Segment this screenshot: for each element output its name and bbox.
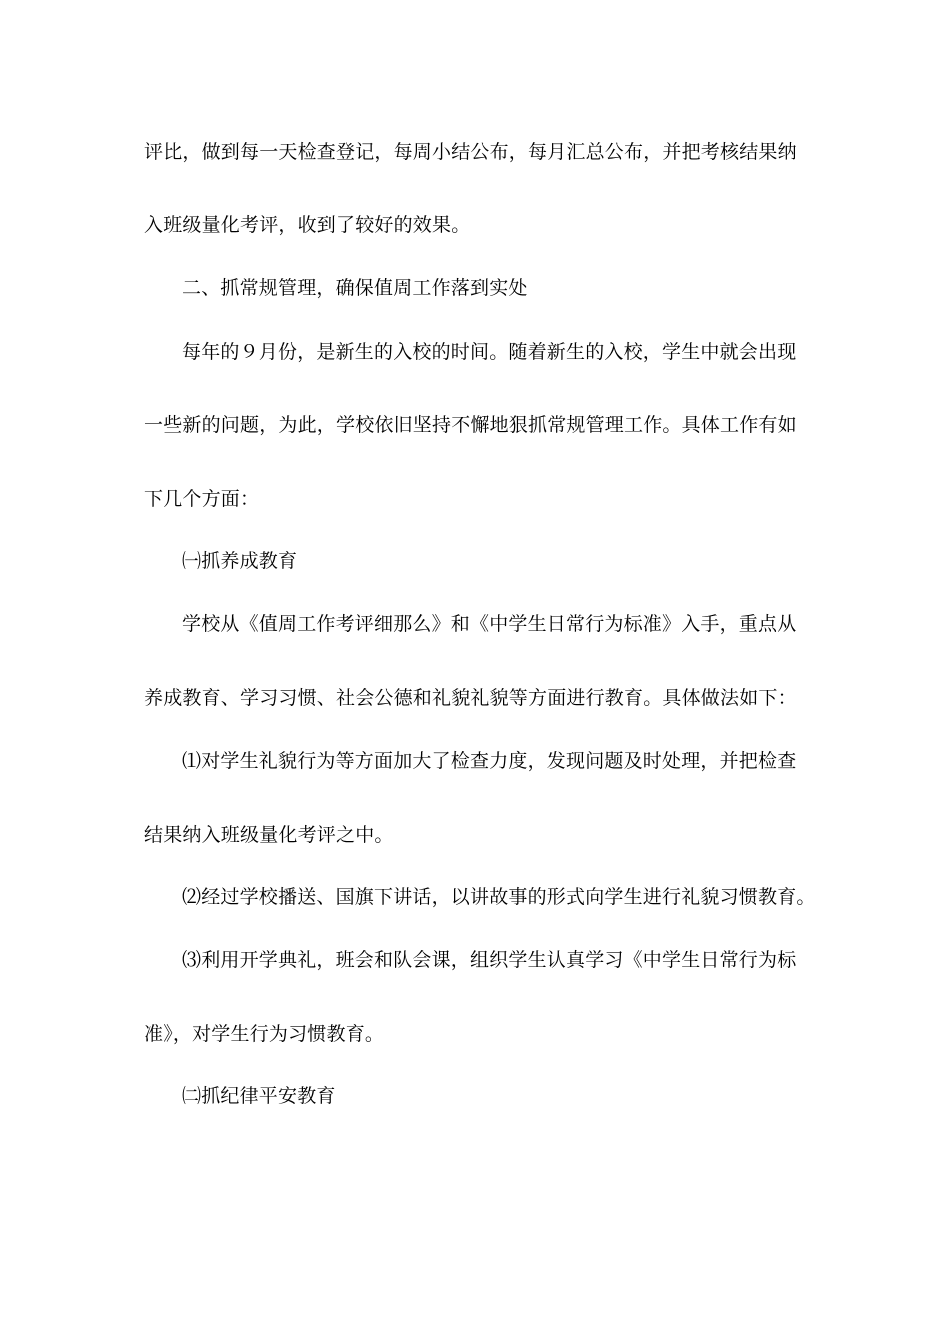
section-heading: 二、抓常规管理，确保值周工作落到实处	[182, 277, 528, 299]
paragraph-line: 养成教育、学习习惯、社会公德和礼貌礼貌等方面进行教育。具体做法如下：	[144, 687, 797, 709]
paragraph-line: 评比，做到每一天检查登记，每周小结公布，每月汇总公布，并把考核结果纳	[144, 141, 797, 163]
list-item-line: 准》，对学生行为习惯教育。	[144, 1023, 385, 1045]
paragraph-line: 一些新的问题，为此，学校依旧坚持不懈地狠抓常规管理工作。具体工作有如	[144, 414, 797, 436]
paragraph-line: 每年的９月份，是新生的入校的时间。随着新生的入校，学生中就会出现	[182, 341, 797, 363]
list-item-line: ⑴对学生礼貌行为等方面加大了检查力度，发现问题及时处理，并把检查	[182, 750, 797, 772]
subsection-heading: ㈡抓纪律平安教育	[182, 1085, 336, 1107]
subsection-heading: ㈠抓养成教育	[182, 550, 298, 572]
paragraph-line: 下几个方面：	[144, 488, 260, 510]
paragraph-line: 学校从《值周工作考评细那么》和《中学生日常行为标准》入手，重点从	[182, 613, 797, 635]
paragraph-line: 入班级量化考评，收到了较好的效果。	[144, 214, 471, 236]
list-item-line: ⑵经过学校播送、国旗下讲话，以讲故事的形式向学生进行礼貌习惯教育。	[182, 886, 816, 908]
list-item-line: 结果纳入班级量化考评之中。	[144, 824, 394, 846]
list-item-line: ⑶利用开学典礼，班会和队会课，组织学生认真学习《中学生日常行为标	[182, 949, 797, 971]
